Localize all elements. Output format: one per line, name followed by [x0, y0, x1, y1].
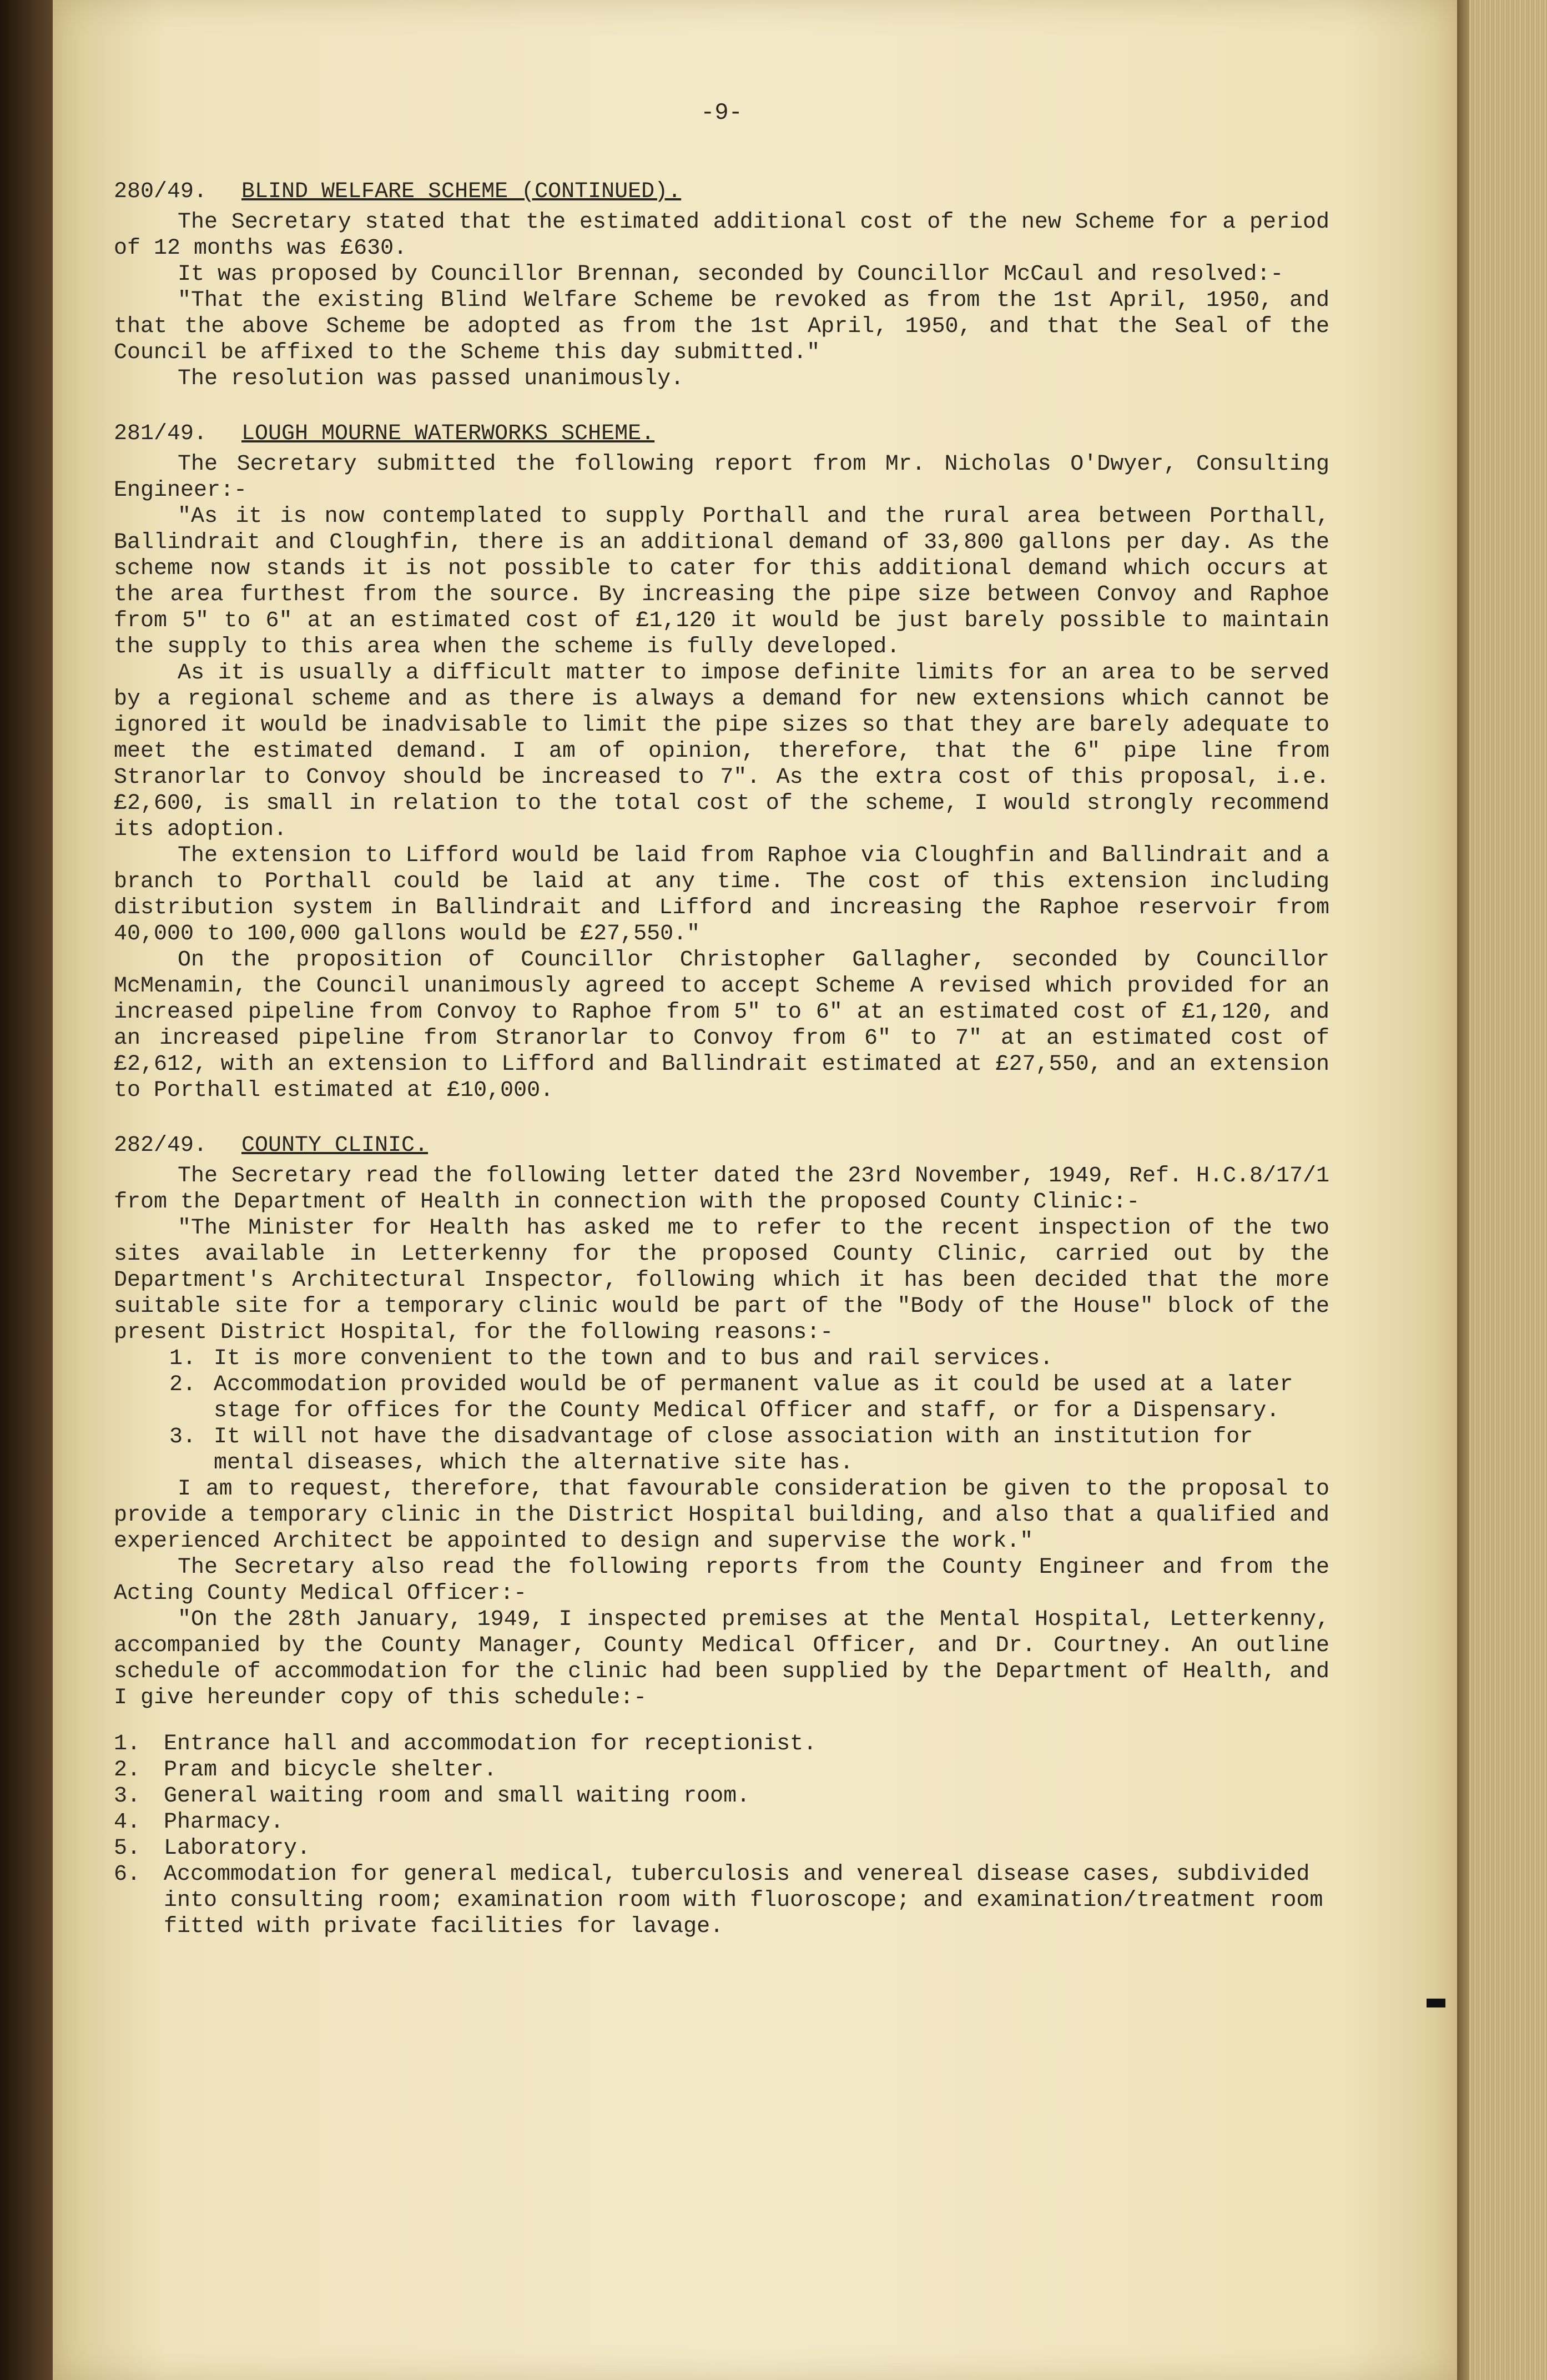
list-item: 5. Laboratory. — [114, 1836, 311, 1861]
minute-number: 282/49. — [114, 1133, 208, 1158]
resolution-text: "That the existing Blind Welfare Scheme be revoked as from the 1st April, 1950, and that the above Scheme be adopted as from the 1st April, 1950, and that the Seal of the Council be affixed to the Scheme this day submitted." — [114, 288, 1329, 365]
page-edges — [1457, 0, 1547, 2380]
paragraph: It was proposed by Councillor Brennan, seconded by Councillor McCaul and resolved:- — [178, 262, 1284, 287]
page-edge-shadow — [1457, 0, 1469, 2380]
report-paragraph: As it is usually a difficult matter to impose definite limits for an area to be served by a regional scheme and as there is always a demand for new extensions which cannot be ignored it would be inadvisable to limit the pipe sizes so that they are barely adequate to meet the estimated demand. I am of opinion, therefore, that the 6" pipe line from Stranorlar to Convoy should be increased to 7". As the extra cost of this proposal, i.e. £2,600, is small in relation to the total cost of the scheme, I would strongly recommend its adoption. — [114, 661, 1329, 842]
report-paragraph: The extension to Lifford would be laid from Raphoe via Cloughfin and Ballindrait and a branch to Porthall could be laid at any time. The cost of this extension including distribution system in Ballindrait and Lifford and increasing the Raphoe reservoir from 40,000 to 100,000 gallons would be £27,550." — [114, 843, 1329, 947]
list-item: 6. Accommodation for general medical, tuberculosis and venereal disease cases, subdivided into consulting room; examination room with fluoroscope; and examination/treatment room fitted with private facilities for lavage. — [114, 1862, 1323, 1939]
list-item: 3. It will not have the disadvantage of close association with an institution for mental diseases, which the alternative site has. — [169, 1425, 1253, 1476]
section-heading — [114, 179, 1329, 205]
paragraph: On the proposition of Councillor Christopher Gallagher, seconded by Councillor McMenamin, the Council unanimously agreed to accept Scheme A revised which provided for an increased pipeline from Convoy to Raphoe from 5" to 6" at an estimated cost of £1,120, and an increased pipeline from Stranorlar to Convoy from 6" to 7" at an estimated cost of £2,612, with an extension to Lifford and Ballindrait estimated at £27,550, and an extension to Porthall estimated at £10,000. — [114, 948, 1329, 1103]
minute-number: 281/49. — [114, 421, 208, 446]
report-paragraph: "On the 28th January, 1949, I inspected premises at the Mental Hospital, Letterkenny, accompanied by the County Manager, County Medical Officer, and Dr. Courtney. An outline schedule of accommodation for the clinic had been supplied by the Department of Health, and I give hereunder copy of this schedule:- — [114, 1607, 1329, 1710]
list-item: 1. Entrance hall and accommodation for receptionist. — [114, 1732, 817, 1757]
margin-mark — [1427, 1999, 1445, 2007]
section-title: LOUGH MOURNE WATERWORKS SCHEME. — [241, 421, 655, 446]
section-title: BLIND WELFARE SCHEME (CONTINUED). — [241, 179, 682, 204]
letter-paragraph: I am to request, therefore, that favourable consideration be given to the proposal to provide a temporary clinic in the District Hospital building, and also that a qualified and experienced Architect be appointed to design and supervise the work." — [114, 1477, 1329, 1554]
paragraph: The Secretary submitted the following report from Mr. Nicholas O'Dwyer, Consulting Engineer:- — [114, 452, 1329, 503]
paragraph: The Secretary read the following letter dated the 23rd November, 1949, Ref. H.C.8/17/1 from the Department of Health in connection with the proposed County Clinic:- — [114, 1164, 1329, 1215]
report-paragraph: "As it is now contemplated to supply Porthall and the rural area between Porthall, Ballindrait and Cloughfin, there is an additional demand of 33,800 gallons per day. As the scheme now stands it is not possible to cater for this additional demand which occurs at the area furthest from the source. By increasing the pipe size between Convoy and Raphoe from 5" to 6" at an estimated cost of £1,120 it would be just barely possible to maintain the supply to this area when the scheme is fully developed. — [114, 504, 1329, 660]
letter-paragraph: "The Minister for Health has asked me to refer to the recent inspection of the two sites available in Letterkenny for the proposed County Clinic, carried out by the Department's Architectural Inspector, following which it has been decided that the more suitable site for a temporary clinic would be part of the "Body of the House" block of the present District Hospital, for the following reasons:- — [114, 1216, 1329, 1345]
page-content — [114, 100, 1329, 1940]
list-item: 1. It is more convenient to the town and to bus and rail services. — [169, 1346, 1054, 1371]
section-heading — [114, 1133, 1329, 1159]
section-title: COUNTY CLINIC. — [241, 1133, 429, 1158]
list-item: 2. Pram and bicycle shelter. — [114, 1758, 497, 1783]
paragraph: The Secretary also read the following reports from the County Engineer and from the Acting County Medical Officer:- — [114, 1555, 1329, 1606]
paragraph: The Secretary stated that the estimated additional cost of the new Scheme for a period of 12 months was £630. — [114, 210, 1329, 261]
reasons-list — [114, 1346, 1329, 1476]
list-item: 3. General waiting room and small waiting room. — [114, 1784, 750, 1809]
schedule-list — [114, 1731, 1329, 1940]
section-heading — [114, 421, 1329, 447]
paragraph: The resolution was passed unanimously. — [178, 366, 684, 391]
list-item: 4. Pharmacy. — [114, 1810, 284, 1835]
minute-number: 280/49. — [114, 179, 208, 204]
list-item: 2. Accommodation provided would be of permanent value as it could be used at a later stage for offices for the County Medical Officer and staff, or for a Dispensary. — [169, 1372, 1293, 1423]
page-number: -9- — [701, 99, 743, 126]
